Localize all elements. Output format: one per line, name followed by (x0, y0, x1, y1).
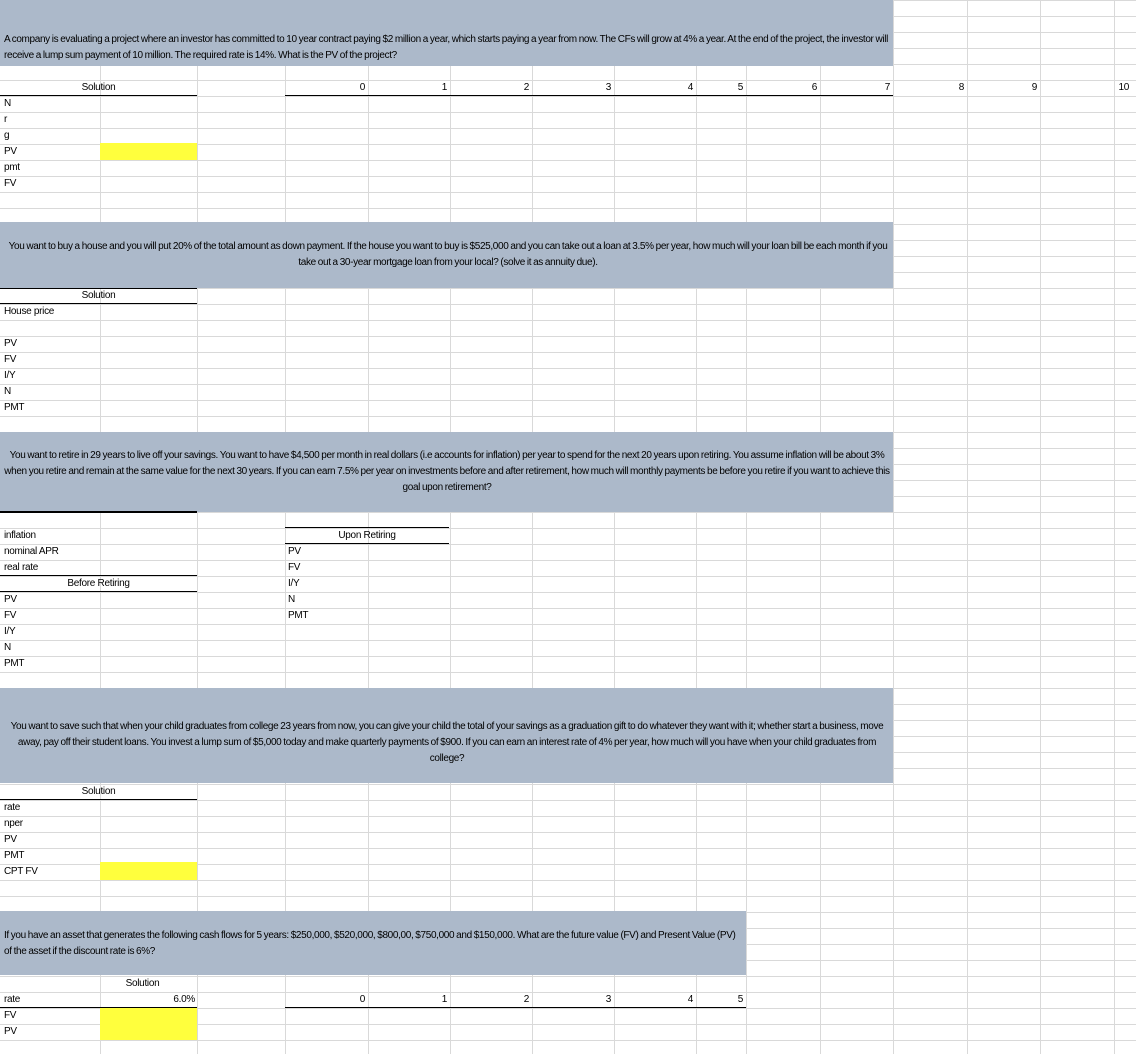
q5-solution-underline (0, 1007, 197, 1008)
q5-timeline-period-3[interactable]: 3 (605, 994, 611, 1005)
q3-question-text: You want to retire in 29 years to live off your savings. You want to have $4,500 per month in real dollars (i.e accounts for inflation) per year to spend for the next 20 years upon retiring. You assume inflation will be about 3% when you retire and remain at the same value for the next 30 years. If you can earn 7.5% per year on investments before and after retirement, how much will monthly payments be before you retire if you want to achieve this goal upon retirement? (4, 450, 890, 493)
q1-timeline-period-6[interactable]: 6 (811, 82, 817, 93)
q5-timeline-underline (285, 1007, 746, 1008)
q1-timeline-period-10[interactable]: 10 (1118, 82, 1129, 93)
q3-upon-retiring-header[interactable]: Upon Retiring (338, 530, 396, 541)
q3-upon-label-n[interactable]: N (288, 594, 295, 605)
q1-timeline-period-0[interactable]: 0 (359, 82, 365, 93)
q5-timeline-period-1[interactable]: 1 (441, 994, 447, 1005)
q1-question-text: A company is evaluating a project where an investor has committed to 10 year contract paying $2 million a year, which starts paying a year from now. The CFs will grow at 4% a year. At the end of the project, the investor will receive a lump sum payment of 10 million. The required rate is 14%. What is the PV of the project? (4, 34, 888, 61)
q1-timeline-underline (285, 95, 893, 96)
q5-question-text: If you have an asset that generates the following cash flows for 5 years: $250,000, $520,000, $800,00, $750,000 and $150,000. What are the future value (FV) and Present Value (PV) of the asset if the discount rate is 6%? (4, 930, 736, 957)
q4-solution-header[interactable]: Solution (81, 786, 116, 797)
q5-timeline-period-0[interactable]: 0 (359, 994, 365, 1005)
q4-label-nper[interactable]: nper (4, 818, 23, 829)
q5-label-rate[interactable]: rate (4, 994, 21, 1005)
q3-label-real-rate[interactable]: real rate (4, 562, 38, 573)
q4-question-text: You want to save such that when your child graduates from college 23 years from now, you can give your child the total of your savings as a graduation gift to do whatever they want with it; whether start a business, move away, pay off their student loans. You invest a lump sum of $5,000 today and make quarterly payments of $900. If you can earn an interest rate of 4% per year, how much will you have when your child graduates from college? (10, 721, 884, 764)
q1-pv-answer-cell[interactable] (100, 143, 197, 160)
q4-cpt-fv-answer-cell[interactable] (100, 862, 197, 880)
q3-before-label-n[interactable]: N (4, 642, 11, 653)
q3-rates-overline (0, 511, 197, 513)
q2-solution-underline (0, 303, 197, 304)
q1-timeline-period-1[interactable]: 1 (441, 82, 447, 93)
q1-timeline-period-3[interactable]: 3 (605, 82, 611, 93)
q1-label-n[interactable]: N (4, 98, 11, 109)
q1-label-g[interactable]: g (4, 130, 10, 141)
q4-label-pmt[interactable]: PMT (4, 850, 25, 861)
q3-upon-overline (285, 527, 449, 528)
q4-label-cpt-fv[interactable]: CPT FV (4, 866, 38, 877)
q5-label-pv[interactable]: PV (4, 1026, 17, 1037)
q2-label-n[interactable]: N (4, 386, 11, 397)
q1-label-fv[interactable]: FV (4, 178, 17, 189)
q2-label-iy[interactable]: I/Y (4, 370, 16, 381)
q2-label-pv[interactable]: PV (4, 338, 17, 349)
q3-label-nominal-apr[interactable]: nominal APR (4, 546, 59, 557)
q3-upon-label-pv[interactable]: PV (288, 546, 301, 557)
q5-timeline-period-5[interactable]: 5 (737, 994, 743, 1005)
q1-label-r[interactable]: r (4, 114, 8, 125)
q5-rate-value[interactable]: 6.0% (173, 994, 195, 1005)
q3-before-label-fv[interactable]: FV (4, 610, 17, 621)
q2-solution-header[interactable]: Solution (81, 290, 116, 301)
q3-upon-label-pmt[interactable]: PMT (288, 610, 309, 621)
q1-timeline-period-8[interactable]: 8 (958, 82, 964, 93)
q2-question-text: You want to buy a house and you will put 20% of the total amount as down payment. If the house you want to buy is $525,000 and you can take out a loan at 3.5% per year, how much will your loan bill be each month if you take out a 30-year mortgage loan from your local? (solve it as annuity due). (8, 241, 888, 268)
q5-timeline-period-2[interactable]: 2 (523, 994, 529, 1005)
q1-solution-underline (0, 95, 197, 96)
q3-before-label-iy[interactable]: I/Y (4, 626, 16, 637)
q1-timeline-period-5[interactable]: 5 (737, 82, 743, 93)
q3-before-overline (0, 575, 197, 576)
q1-timeline-period-9[interactable]: 9 (1031, 82, 1037, 93)
q1-label-pv[interactable]: PV (4, 146, 17, 157)
q1-label-pmt[interactable]: pmt (4, 162, 20, 173)
q2-label-pmt[interactable]: PMT (4, 402, 25, 413)
q5-answer-cells[interactable] (100, 1007, 197, 1040)
q2-label-fv[interactable]: FV (4, 354, 17, 365)
q1-timeline-period-2[interactable]: 2 (523, 82, 529, 93)
q5-timeline-period-4[interactable]: 4 (687, 994, 693, 1005)
q2-house-price-label[interactable]: House price (4, 306, 55, 317)
q3-before-retiring-header[interactable]: Before Retiring (67, 578, 130, 589)
q3-upon-label-iy[interactable]: I/Y (288, 578, 300, 589)
q4-label-rate[interactable]: rate (4, 802, 21, 813)
q3-upon-underline (285, 543, 449, 544)
q5-solution-header[interactable]: Solution (125, 978, 160, 989)
q3-label-inflation[interactable]: inflation (4, 530, 36, 541)
q3-upon-label-fv[interactable]: FV (288, 562, 301, 573)
q1-timeline-period-7[interactable]: 7 (884, 82, 890, 93)
q1-solution-header[interactable]: Solution (81, 82, 116, 93)
q4-label-pv[interactable]: PV (4, 834, 17, 845)
q3-before-underline (0, 591, 197, 592)
q4-solution-underline (0, 799, 197, 800)
q1-timeline-period-4[interactable]: 4 (687, 82, 693, 93)
q3-before-label-pv[interactable]: PV (4, 594, 17, 605)
q3-before-label-pmt[interactable]: PMT (4, 658, 25, 669)
q5-label-fv[interactable]: FV (4, 1010, 17, 1021)
q2-solution-overline (0, 288, 197, 289)
